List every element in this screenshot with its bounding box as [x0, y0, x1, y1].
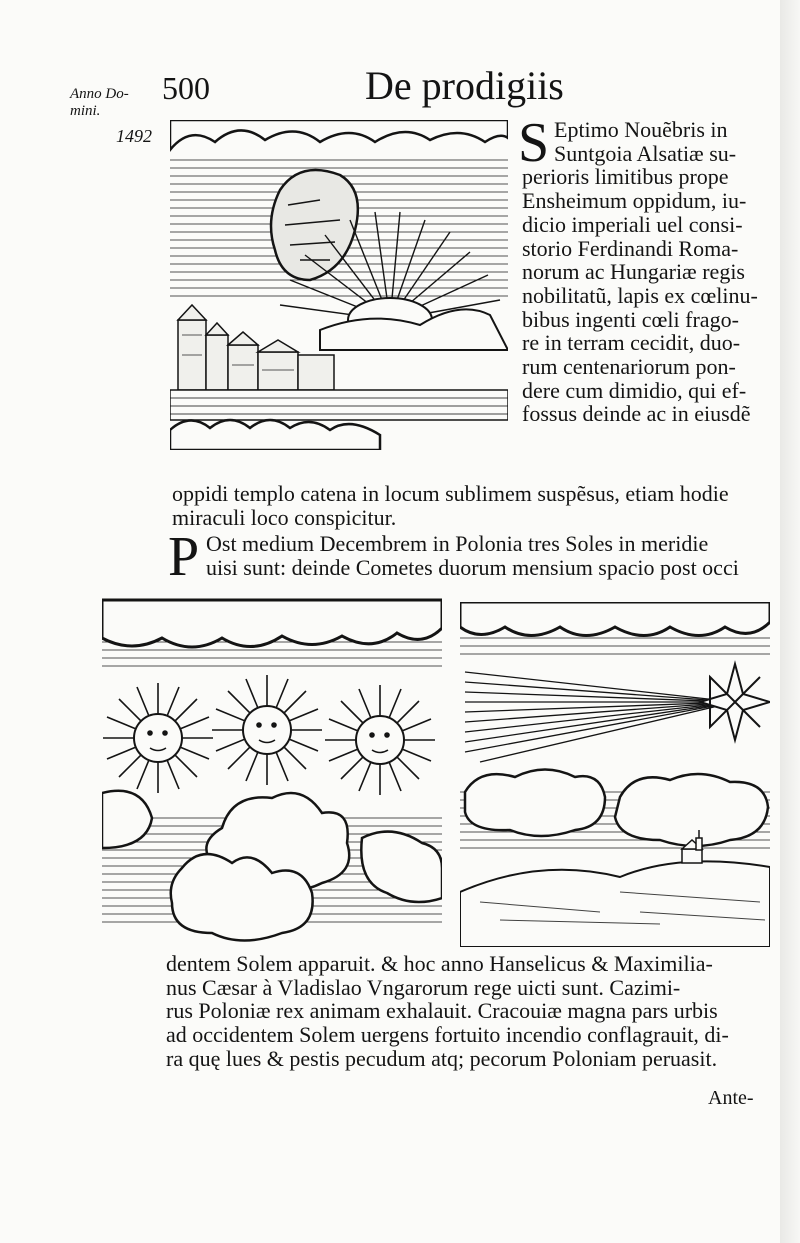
margin-note-line2: mini. — [70, 103, 101, 119]
text-line: dentem Solem apparuit. & hoc anno Hanselicus & Maximilia- — [166, 951, 713, 976]
text-line: Ost medium Decembrem in Polonia tres Soles in meridie — [206, 531, 709, 556]
margin-note-line1: Anno Do- — [70, 86, 129, 102]
three-suns-woodcut — [102, 598, 442, 948]
text-line: dicio imperiali uel consi- — [522, 211, 743, 237]
catchword: Ante- — [708, 1087, 754, 1109]
text-line: nobilitatũ, lapis ex cœlinu- — [522, 282, 758, 308]
text-line: re in terram cecidit, duo- — [522, 330, 741, 356]
text-line: fossus deinde ac in eiusdẽ — [522, 401, 751, 427]
paragraph2-top — [172, 532, 739, 579]
margin-year: 1492 — [116, 126, 152, 146]
paragraph1-column — [522, 118, 758, 426]
sun-icon — [212, 675, 322, 785]
paragraph1-full-width — [172, 482, 729, 529]
text-line: rus Poloniæ rex animam exhalauit. Cracouiæ magna pars urbis — [166, 998, 718, 1024]
running-title: De prodigiis — [365, 63, 564, 108]
text-line: bibus ingenti cœli frago- — [522, 306, 739, 332]
text-line: rum centenariorum pon- — [522, 354, 736, 380]
text-line: miraculi loco conspicitur. — [172, 504, 397, 530]
text-line: Eptimo Nouẽbris in — [554, 117, 728, 142]
page-number: 500 — [162, 70, 210, 106]
paragraph2-bottom — [166, 952, 729, 1071]
dropcap-p: P — [168, 526, 200, 588]
text-line: Ensheimum oppidum, iu- — [522, 188, 747, 214]
text-line: oppidi templo catena in locum sublimem suspẽsus, etiam hodie — [172, 481, 729, 506]
page-edge — [780, 0, 800, 1243]
text-line: dere cum dimidio, qui ef- — [522, 377, 747, 403]
comet-woodcut — [460, 602, 770, 947]
text-line: perioris limitibus prope — [522, 164, 729, 190]
sun-icon — [325, 685, 435, 795]
text-line: Suntgoia Alsatiæ su- — [554, 140, 737, 166]
text-line: storio Ferdinandi Roma- — [522, 235, 739, 261]
text-line: norum ac Hungariæ regis — [522, 259, 745, 285]
text-line: uisi sunt: deinde Cometes duorum mensium spacio post occi — [206, 554, 739, 580]
sun-icon — [103, 683, 213, 793]
text-line: nus Cæsar à Vladislao Vngarorum rege uicti sunt. Cazimi- — [166, 974, 681, 1000]
meteorite-woodcut — [170, 120, 508, 450]
margin-note — [70, 86, 129, 120]
dropcap-s: S — [518, 112, 550, 174]
text-line: ra quę lues & pestis pecudum atq; pecorum Poloniam peruasit. — [166, 1045, 718, 1071]
text-line: ad occidentem Solem uergens fortuito incendio conflagrauit, di- — [166, 1022, 729, 1048]
